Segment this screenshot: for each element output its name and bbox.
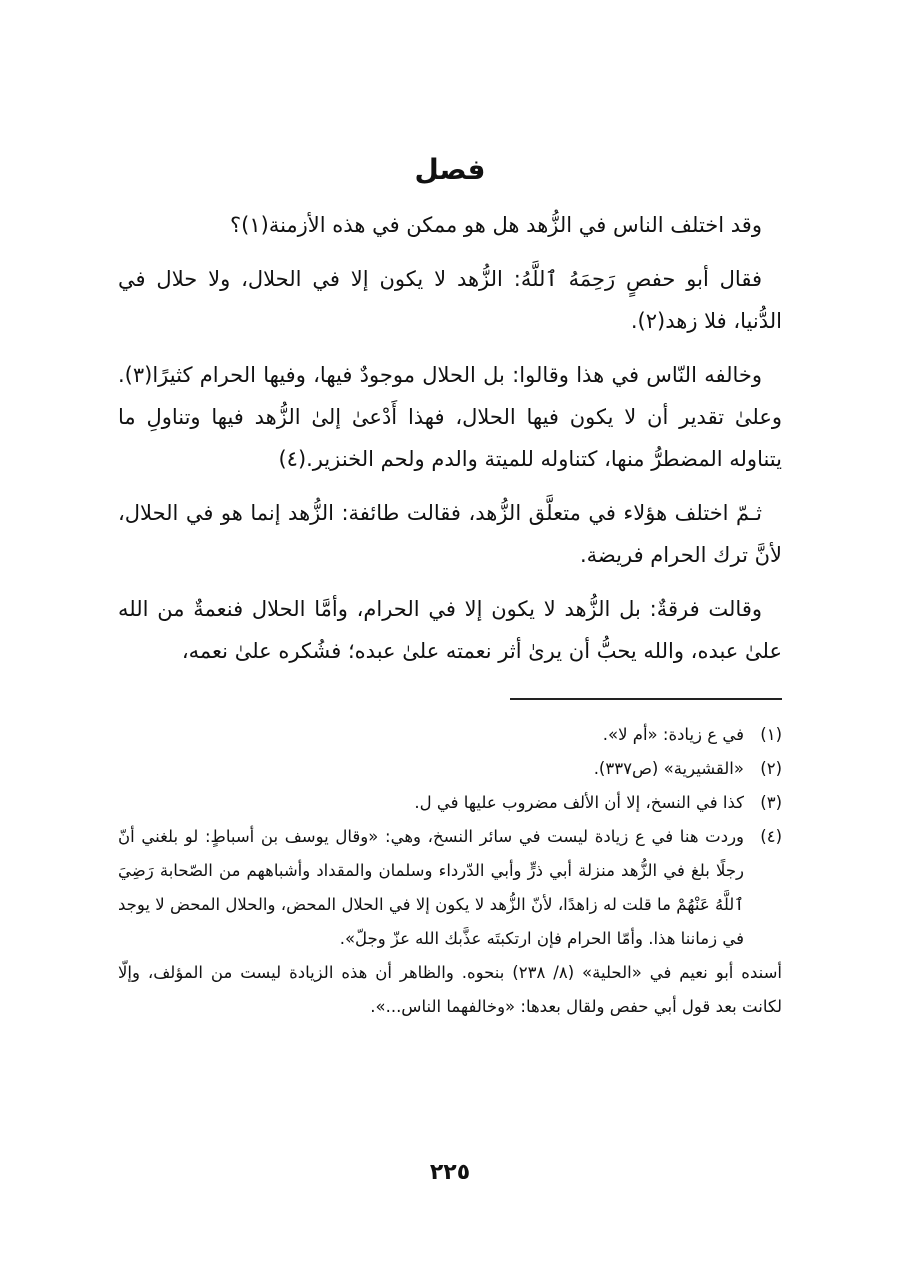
paragraph: وقالت فرقةٌ: بل الزُّهد لا يكون إلا في الحرام، وأمَّا الحلال فنعمةٌ من الله علىٰ عبده، والله يحبُّ أن يرىٰ أثر نعمته علىٰ عبده؛ فشُكره علىٰ نعمه، (118, 597, 782, 663)
paragraph: وخالفه النّاس في هذا وقالوا: بل الحلال موجودٌ فيها، وفيها الحرام كثيرًا(٣). وعلىٰ تقدير أن لا يكون فيها الحلال، فهذا أَدْعىٰ إلىٰ الزُّهد فيها وتناولِ ما يتناوله المضطرُّ منها، كتناوله للميتة والدم ولحم الخنزير.(٤) (118, 363, 782, 471)
footnote-number: (٢) (760, 759, 782, 778)
footnote-number: (٤) (760, 827, 782, 846)
footnote-number: (١) (760, 725, 782, 744)
footnote-text: كذا في النسخ، إلا أن الألف مضروب عليها في ل. (414, 793, 744, 812)
paragraph: ثـمّ اختلف هؤلاء في متعلَّق الزُّهد، فقالت طائفة: الزُّهد إنما هو في الحلال، لأنَّ ترك الحرام فريضة. (118, 501, 782, 567)
footnote (118, 786, 782, 820)
section-heading: فصل (414, 153, 486, 186)
footnote (118, 820, 782, 956)
footnote-continuation: أسنده أبو نعيم في «الحلية» (٨/ ٢٣٨) بنحوه. والظاهر أن هذه الزيادة ليست من المؤلف، وإلّا لكانت بعد قول أبي حفص ولقال بعدها: «وخالفهما الناس...». (118, 963, 783, 1016)
footnote (118, 718, 782, 752)
footnote-text: «القشيرية» (ص٣٣٧). (593, 759, 744, 778)
footnote-number: (٣) (760, 793, 782, 812)
paragraph: وقد اختلف الناس في الزُّهد هل هو ممكن في هذه الأزمنة(١)؟ (230, 213, 762, 237)
footnote-text: وردت هنا في ع زيادة ليست في سائر النسخ، وهي: «وقال يوسف بن أسباطٍ: لو بلغني أنّ رجلًا بلغ في الزُّهد منزلة أبي ذرٍّ وأبي الدّرداء وسلمان والمقداد وأشباههم من الصّحابة رَضِيَ ٱللَّهُ عَنْهُمْ ما قلت له زاهدًا، لأنّ الزُّهد لا يكون إلا في الحلال المحض، والحلال المحض لا يوجد في زماننا هذا. وأمّا الحرام فإن ارتكبتَه عذَّبك الله عزّ وجلّ». (118, 827, 744, 948)
paragraph: فقال أبو حفصٍ رَحِمَهُ ٱللَّهُ: الزُّهد لا يكون إلا في الحلال، ولا حلال في الدُّنيا، فلا زهد(٢). (118, 267, 782, 333)
footnote (118, 752, 782, 786)
footnote-divider (510, 698, 782, 700)
page-number: ٢٢٥ (429, 1160, 471, 1185)
footnote-text: في ع زيادة: «أم لا». (602, 725, 744, 744)
